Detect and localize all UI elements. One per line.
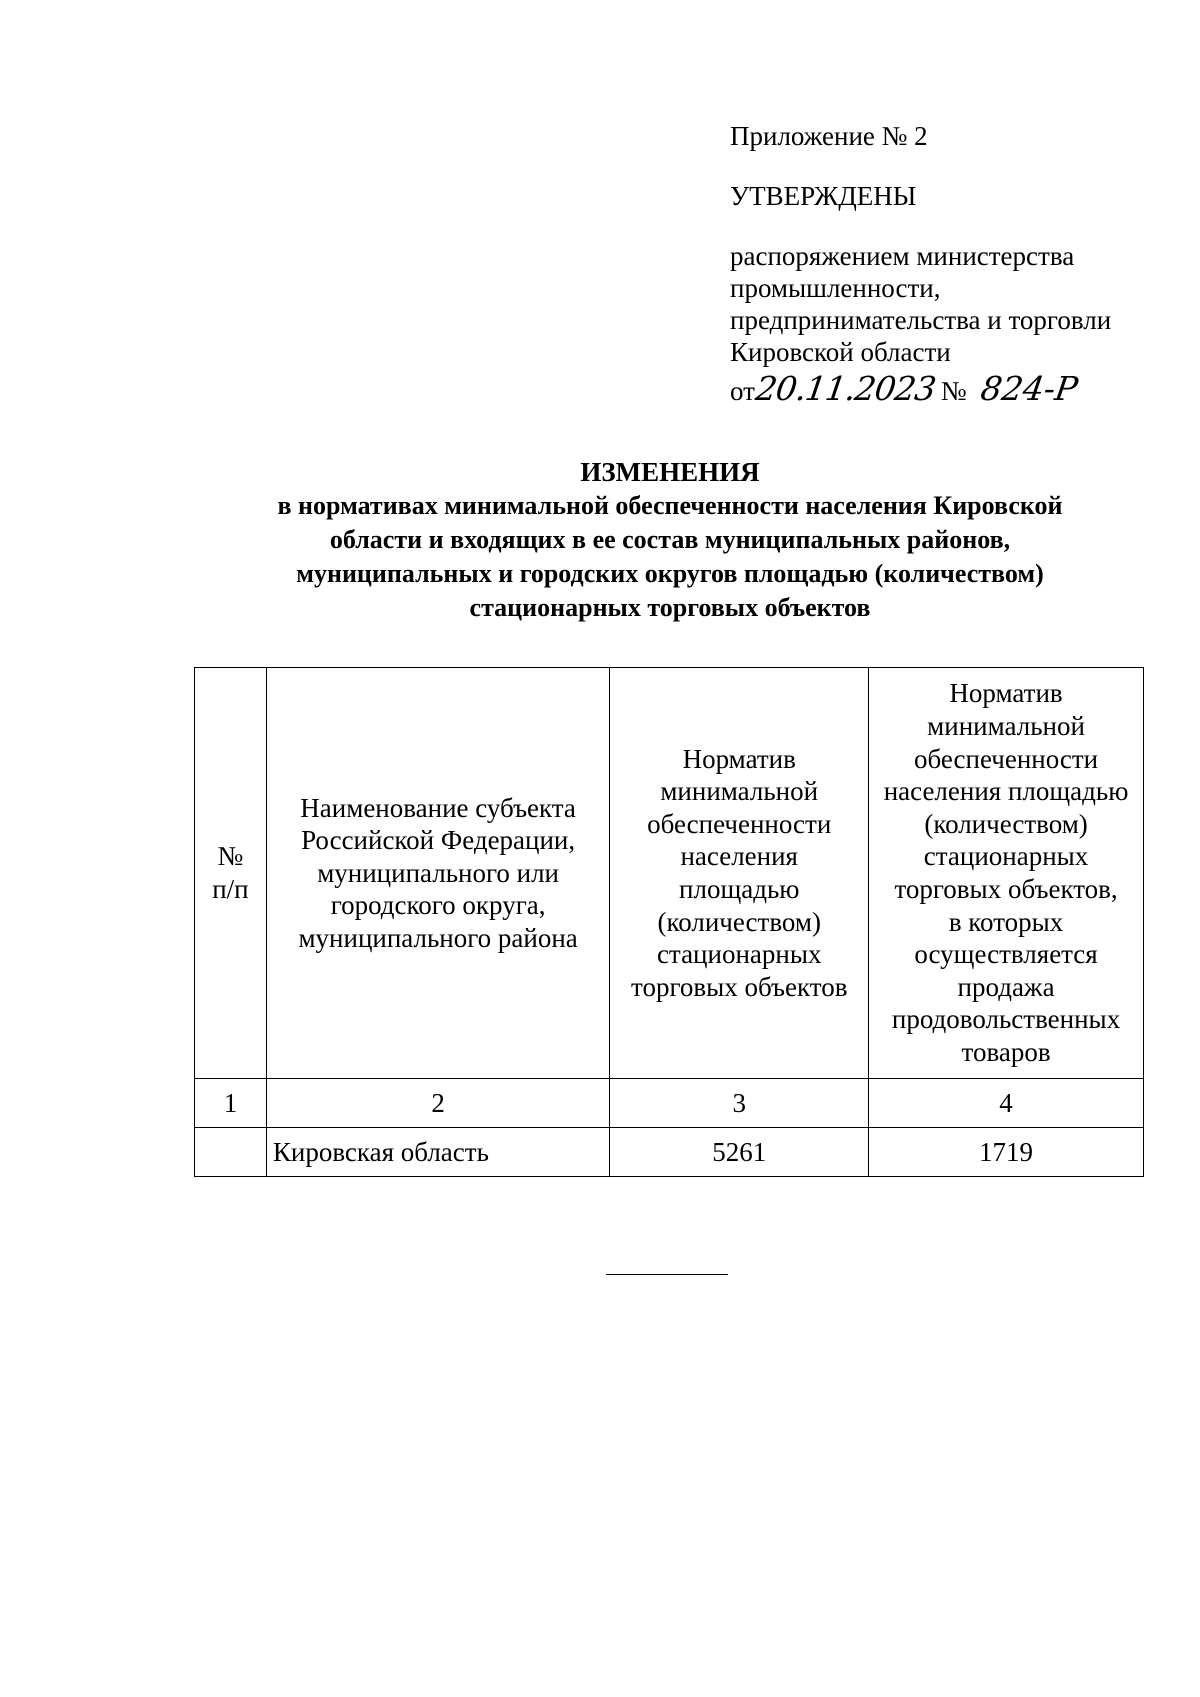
column-number: 3 [610, 1079, 869, 1128]
row-number [195, 1128, 267, 1177]
header-line: населения площадью [883, 776, 1129, 807]
approval-block [730, 120, 1170, 407]
header-line: площадью [679, 874, 800, 904]
row-name: Кировская область [266, 1128, 609, 1177]
norms-table [194, 667, 1144, 1177]
header-line: минимальной [660, 776, 819, 807]
table-row [195, 1128, 1144, 1177]
header-line: Наименование субъекта [300, 792, 576, 823]
column-number: 2 [266, 1079, 609, 1128]
header-line: Норматив [949, 678, 1063, 709]
header-line: муниципального или [317, 857, 560, 888]
column-number: 4 [869, 1079, 1144, 1128]
header-line: продажа [957, 971, 1055, 1002]
header-line: товаров [961, 1036, 1051, 1067]
header-cell-norm-total [610, 668, 869, 1079]
header-line: в которых [948, 906, 1064, 937]
order-by-text [730, 240, 1170, 368]
order-by-line: распоряжением министерства [730, 241, 1075, 271]
header-line: обеспеченности [913, 743, 1099, 774]
subtitle-line: муниципальных и городских округов площадью (количеством) [296, 559, 1044, 588]
header-line: п/п [212, 874, 249, 904]
header-line: городского округа, [330, 890, 546, 921]
handwritten-number: 824-Р [978, 369, 1080, 408]
order-by-line: Кировской области [730, 337, 951, 367]
table-header-row [195, 668, 1144, 1079]
date-prefix: от [730, 376, 755, 406]
order-date-line [730, 369, 1170, 408]
header-line: торговых объектов [631, 971, 848, 1002]
number-sign: № [940, 376, 967, 406]
document-title: ИЗМЕНЕНИЯ [580, 457, 760, 487]
end-divider [606, 1274, 728, 1275]
row-norm-total: 5261 [610, 1128, 869, 1177]
header-line: стационарных [656, 939, 822, 970]
document-heading [200, 455, 1140, 625]
header-line: (количеством) [924, 808, 1088, 839]
order-by-line: предпринимательства и торговли [730, 305, 1112, 335]
header-line: Норматив [682, 743, 796, 774]
subtitle-line: стационарных торговых объектов [469, 593, 871, 622]
header-line: продовольственных [891, 1004, 1121, 1035]
header-line: № [217, 841, 244, 872]
header-cell-name [266, 668, 609, 1079]
approved-label: УТВЕРЖДЕНЫ [730, 181, 917, 211]
subtitle-line: области и входящих в ее состав муниципальных районов, [329, 525, 1011, 554]
header-line: населения [680, 841, 798, 872]
header-line: торговых объектов, [894, 874, 1118, 904]
attachment-label: Приложение № 2 [730, 121, 928, 151]
header-line: минимальной [927, 711, 1085, 742]
column-number: 1 [195, 1079, 267, 1128]
header-line: стационарных [923, 841, 1089, 872]
handwritten-date: 20.11.2023 [753, 369, 938, 408]
column-numbering-row [195, 1079, 1144, 1128]
header-cell-number [195, 668, 267, 1079]
subtitle-line: в нормативах минимальной обеспеченности населения Кировской [277, 491, 1063, 520]
header-cell-norm-food [869, 668, 1144, 1079]
header-line: муниципального района [298, 922, 578, 953]
header-line: Российской Федерации, [301, 825, 576, 856]
header-line: обеспеченности [647, 808, 832, 839]
row-norm-food: 1719 [869, 1128, 1144, 1177]
header-line: осуществляется [914, 939, 1098, 970]
order-by-line: промышленности, [730, 273, 941, 303]
header-line: (количеством) [657, 906, 821, 937]
